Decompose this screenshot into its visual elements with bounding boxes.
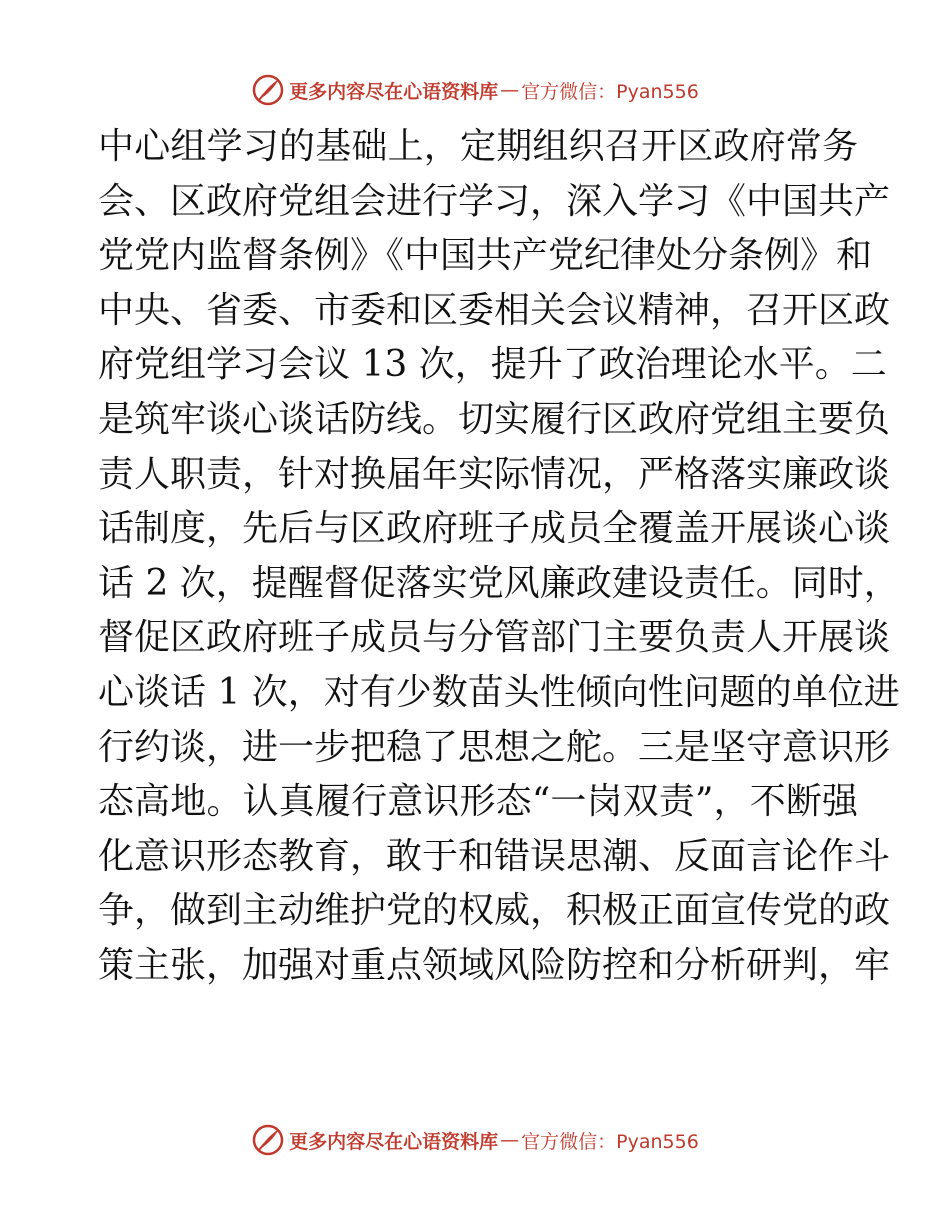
header-site-text: 更多内容尽在心语资料库 (289, 80, 499, 103)
body-line: 话 2 次，提醒督促落实党风廉政建设责任。同时， (98, 562, 900, 604)
body-line: 督促区政府班子成员与分管部门主要负责人开展谈 (98, 617, 891, 659)
body-line: 责人职责，针对换届年实际情况，严格落实廉政谈 (98, 453, 891, 495)
body-line: 中央、省委、市委和区委相关会议精神，召开区政 (98, 289, 891, 331)
header-banner (0, 70, 950, 110)
body-line: 党党内监督条例》《中国共产党纪律处分条例》和 (98, 235, 873, 277)
body-line: 心谈话 1 次，对有少数苗头性倾向性问题的单位进 (98, 671, 900, 713)
footer-wechat-text: 官方微信：Pyan556 (521, 1130, 699, 1153)
body-line: 中心组学习的基础上，定期组织召开区政府常务 (98, 126, 858, 167)
quill-logo-icon (251, 73, 285, 107)
body-line: 会、区政府党组会进行学习，深入学习《中国共产 (98, 180, 891, 222)
body-line: 态高地。认真履行意识形态“一岗双责”，不断强 (98, 781, 858, 823)
header-dash: — (500, 79, 520, 101)
quill-logo-icon (251, 1123, 285, 1157)
header-wechat-text: 官方微信：Pyan556 (521, 80, 699, 103)
body-line: 话制度，先后与区政府班子成员全覆盖开展谈心谈 (98, 508, 891, 550)
document-body (98, 120, 900, 994)
footer-dash: — (500, 1129, 520, 1151)
body-line: 策主张，加强对重点领域风险防控和分析研判，牢 (98, 944, 891, 986)
body-line: 争，做到主动维护党的权威，积极正面宣传党的政 (98, 890, 891, 932)
body-line: 府党组学习会议 13 次，提升了政治理论水平。二 (98, 344, 887, 386)
body-line: 化意识形态教育，敢于和错误思潮、反面言论作斗 (98, 835, 891, 877)
footer-site-text: 更多内容尽在心语资料库 (289, 1130, 499, 1153)
body-line: 是筑牢谈心谈话防线。切实履行区政府党组主要负 (98, 398, 891, 440)
footer-banner (0, 1120, 950, 1160)
body-line: 行约谈，进一步把稳了思想之舵。三是坚守意识形 (98, 726, 891, 768)
